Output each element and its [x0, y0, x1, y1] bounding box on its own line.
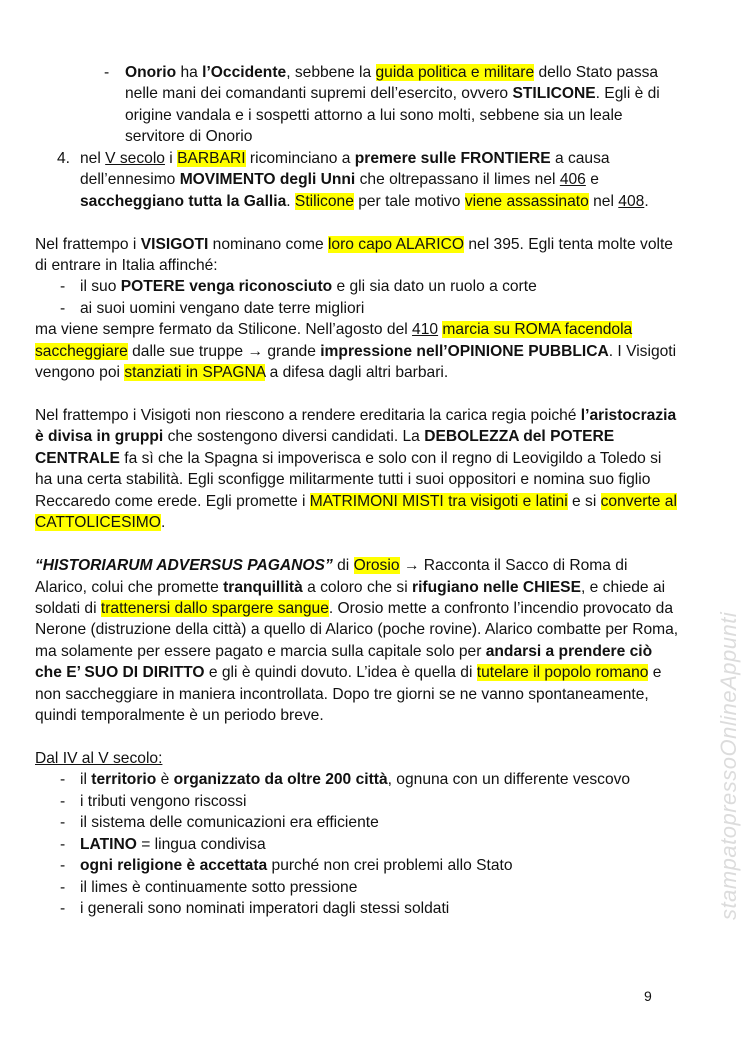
text-segment: che sostengono diversi candidati. La — [163, 428, 425, 446]
text-segment: nominano come — [208, 235, 328, 253]
bold-text: ogni religione è accettata — [80, 857, 268, 875]
list-item — [0, 148, 744, 169]
text-line — [0, 748, 744, 769]
bold-text: che E’ SUO DI DIRITTO — [35, 664, 205, 682]
text-line — [0, 555, 744, 576]
text-line — [0, 577, 744, 598]
text-segment: i tributi vengono riscossi — [80, 792, 247, 810]
text-line — [0, 234, 744, 255]
list-marker: - — [60, 878, 66, 896]
bold-text: impressione nell’OPINIONE PUBBLICA — [320, 342, 609, 360]
list-item — [0, 898, 744, 919]
text-segment: origine vandala e i sospetti attorno a lui sono molti, sebbene sia un leale — [125, 106, 623, 124]
text-segment: e — [585, 171, 599, 189]
bold-text: l’aristocrazia — [580, 407, 677, 424]
list-item — [0, 855, 744, 876]
highlighted-text: tutelare il popolo romano — [476, 664, 649, 682]
bold-text: VISIGOTI — [140, 235, 209, 253]
text-line — [0, 255, 744, 276]
text-segment: a difesa dagli altri barbari. — [265, 364, 449, 382]
text-segment: . — [286, 192, 295, 210]
text-segment: . I Visigoti — [608, 342, 677, 360]
highlighted-text: Stilicone — [294, 192, 354, 210]
highlighted-text: loro capo ALARICO — [327, 235, 465, 253]
text-line — [0, 619, 744, 640]
text-segment: . — [644, 192, 649, 210]
bold-text: “HISTORIARUM ADVERSUS PAGANOS” — [35, 557, 333, 575]
text-segment: il limes è continuamente sotto pressione — [80, 878, 358, 896]
text-segment: Nel frattempo i Visigoti non riescono a rendere ereditaria la carica regia poiché — [35, 407, 581, 424]
list-marker: - — [60, 278, 66, 296]
text-line — [0, 598, 744, 619]
text-line — [0, 448, 744, 469]
list-marker: 4. — [57, 149, 71, 167]
text-segment: Nel frattempo i — [35, 235, 141, 253]
list-marker: - — [60, 299, 66, 317]
bold-text: l’Occidente — [202, 64, 287, 81]
text-segment: , e chiede ai — [580, 578, 666, 596]
text-line — [0, 684, 744, 705]
text-segment: a coloro che si — [302, 578, 413, 596]
text-line — [0, 105, 744, 126]
text-line — [0, 169, 744, 190]
highlighted-text: BARBARI — [177, 149, 246, 167]
blank-line — [0, 727, 744, 748]
bold-text: andarsi a prendere ciò — [485, 642, 653, 660]
bold-text: MOVIMENTO degli Unni — [179, 171, 356, 189]
text-line — [0, 512, 744, 533]
text-line — [0, 705, 744, 726]
text-segment: e si — [567, 492, 601, 510]
text-segment: il — [80, 771, 92, 789]
bold-text: DEBOLEZZA del POTERE — [424, 428, 615, 446]
list-item — [0, 791, 744, 812]
bold-text: Onorio — [125, 64, 177, 81]
text-segment: i generali sono nominati imperatori dagli stessi soldati — [80, 900, 450, 918]
text-line — [0, 641, 744, 662]
text-segment: Reccaredo come erede. Egli promette i — [35, 492, 310, 510]
bold-text: CENTRALE — [35, 449, 120, 467]
list-marker: - — [60, 857, 66, 875]
list-item — [0, 834, 744, 855]
page-number: 9 — [644, 988, 652, 1004]
highlighted-text: viene assassinato — [464, 192, 589, 210]
bold-text: territorio — [91, 771, 157, 789]
text-segment: vengono poi — [35, 364, 125, 382]
underlined-text: Dal IV al V secolo: — [35, 750, 163, 767]
text-segment: , sebbene la — [286, 64, 376, 81]
text-segment: ha — [176, 64, 203, 81]
text-segment: ma viene sempre fermato da Stilicone. Nell’agosto del — [35, 321, 413, 339]
text-segment: ha una certa stabilità. Egli sconfigge militarmente tutti i suoi oppositori e nomina suo figlio — [35, 471, 651, 489]
list-item — [0, 62, 744, 83]
text-segment: e gli è quindi dovuto. L’idea è quella di — [204, 664, 477, 682]
text-line — [0, 405, 744, 426]
highlighted-text: CATTOLICESIMO — [35, 514, 161, 532]
text-line — [0, 319, 744, 340]
highlighted-text: stanziati in SPAGNA — [124, 364, 266, 382]
highlighted-text: guida politica e militare — [375, 64, 535, 81]
text-segment: . — [160, 514, 166, 532]
underlined-text: 410 — [412, 321, 439, 339]
text-line — [0, 341, 744, 362]
list-marker: - — [60, 900, 66, 918]
text-segment: . Egli è di — [595, 85, 660, 103]
text-segment: e — [648, 664, 662, 682]
underlined-text: 406 — [559, 171, 586, 189]
text-segment: ai suoi uomini vengano date terre migliori — [80, 299, 365, 317]
highlighted-text: saccheggiare — [35, 342, 128, 360]
bold-text: organizzato da oltre 200 città — [173, 771, 388, 789]
text-segment: per tale motivo — [353, 192, 465, 210]
underlined-text: 408 — [618, 192, 645, 210]
list-item — [0, 812, 744, 833]
text-segment: ma solamente per essere pagato e marcia sulla capitale solo per — [35, 642, 486, 660]
text-segment: dell’ennesimo — [80, 171, 180, 189]
text-segment: nel — [588, 192, 619, 210]
highlighted-text: marcia su ROMA facendola — [442, 321, 633, 339]
text-segment: a causa — [550, 149, 610, 167]
text-segment: dalle sue truppe → grande — [127, 342, 321, 360]
text-segment: quindi temporalmente è un periodo breve. — [35, 707, 324, 725]
text-segment: nel — [80, 149, 106, 167]
text-line — [0, 362, 744, 383]
list-marker: - — [104, 64, 110, 81]
bold-text: POTERE venga riconosciuto — [120, 278, 333, 296]
text-segment: ricominciano a — [245, 149, 355, 167]
text-segment: di — [332, 557, 354, 575]
blank-line — [0, 534, 744, 555]
text-segment: , ognuna con un differente vescovo — [387, 771, 631, 789]
text-line — [0, 191, 744, 212]
list-item — [0, 276, 744, 297]
text-segment: è — [156, 771, 174, 789]
document-body — [0, 62, 744, 920]
bold-text: LATINO — [80, 835, 137, 853]
bold-text: tranquillità — [223, 578, 303, 596]
text-segment: nelle mani dei comandanti supremi dell’esercito, ovvero — [125, 85, 513, 103]
text-segment: purché non crei problemi allo Stato — [267, 857, 513, 875]
text-segment: servitore di Onorio — [125, 128, 253, 146]
text-segment: . Orosio mette a confronto l’incendio provocato da — [328, 599, 673, 617]
blank-line — [0, 384, 744, 405]
text-segment: che oltrepassano il limes nel — [355, 171, 560, 189]
text-line — [0, 126, 744, 147]
text-segment: non saccheggiare in maniera incontrollata. Dopo tre giorni se ne vanno spontaneamente, — [35, 685, 649, 703]
bold-text: è divisa in gruppi — [35, 428, 164, 446]
list-item — [0, 877, 744, 898]
list-marker: - — [60, 835, 66, 853]
bold-text: saccheggiano tutta la Gallia — [80, 192, 287, 210]
text-segment: nel 395. Egli tenta molte volte — [464, 235, 673, 253]
text-segment: Alarico, colui che promette — [35, 578, 224, 596]
text-line — [0, 662, 744, 683]
list-marker: - — [60, 814, 66, 832]
bold-text: premere sulle FRONTIERE — [354, 149, 551, 167]
highlighted-text: Orosio — [353, 557, 400, 575]
highlighted-text: converte al — [600, 492, 677, 510]
underlined-text: V secolo — [105, 149, 165, 167]
list-marker: - — [60, 792, 66, 810]
blank-line — [0, 212, 744, 233]
text-segment: fa sì che la Spagna si impoverisca e solo con il regno di Leovigildo a Toledo si — [119, 449, 662, 467]
text-segment: di entrare in Italia affinché: — [35, 256, 218, 274]
text-line — [0, 491, 744, 512]
list-item — [0, 298, 744, 319]
text-segment: → Racconta il Sacco di Roma di — [399, 557, 628, 575]
list-marker: - — [60, 771, 66, 789]
text-segment: Nerone (distruzione della città) a quello di Alarico (poche rovine). Alarico combatte per Roma, — [35, 621, 679, 639]
watermark: stampatopressoOnlineAppunti — [716, 611, 741, 920]
highlighted-text: MATRIMONI MISTI tra visigoti e latini — [309, 492, 568, 510]
text-line — [0, 83, 744, 104]
bold-text: rifugiano nelle CHIESE — [412, 578, 581, 596]
bold-text: STILICONE — [512, 85, 596, 103]
highlighted-text: trattenersi dallo spargere sangue — [100, 599, 329, 617]
list-item — [0, 769, 744, 790]
text-line — [0, 426, 744, 447]
text-segment: = lingua condivisa — [136, 835, 266, 853]
text-segment: dello Stato passa — [534, 64, 659, 81]
text-segment: i — [164, 149, 178, 167]
text-segment: il suo — [80, 278, 121, 296]
text-line — [0, 469, 744, 490]
text-segment: e gli sia dato un ruolo a corte — [332, 278, 537, 296]
text-segment: il sistema delle comunicazioni era efficiente — [80, 814, 379, 832]
text-segment: soldati di — [35, 599, 101, 617]
